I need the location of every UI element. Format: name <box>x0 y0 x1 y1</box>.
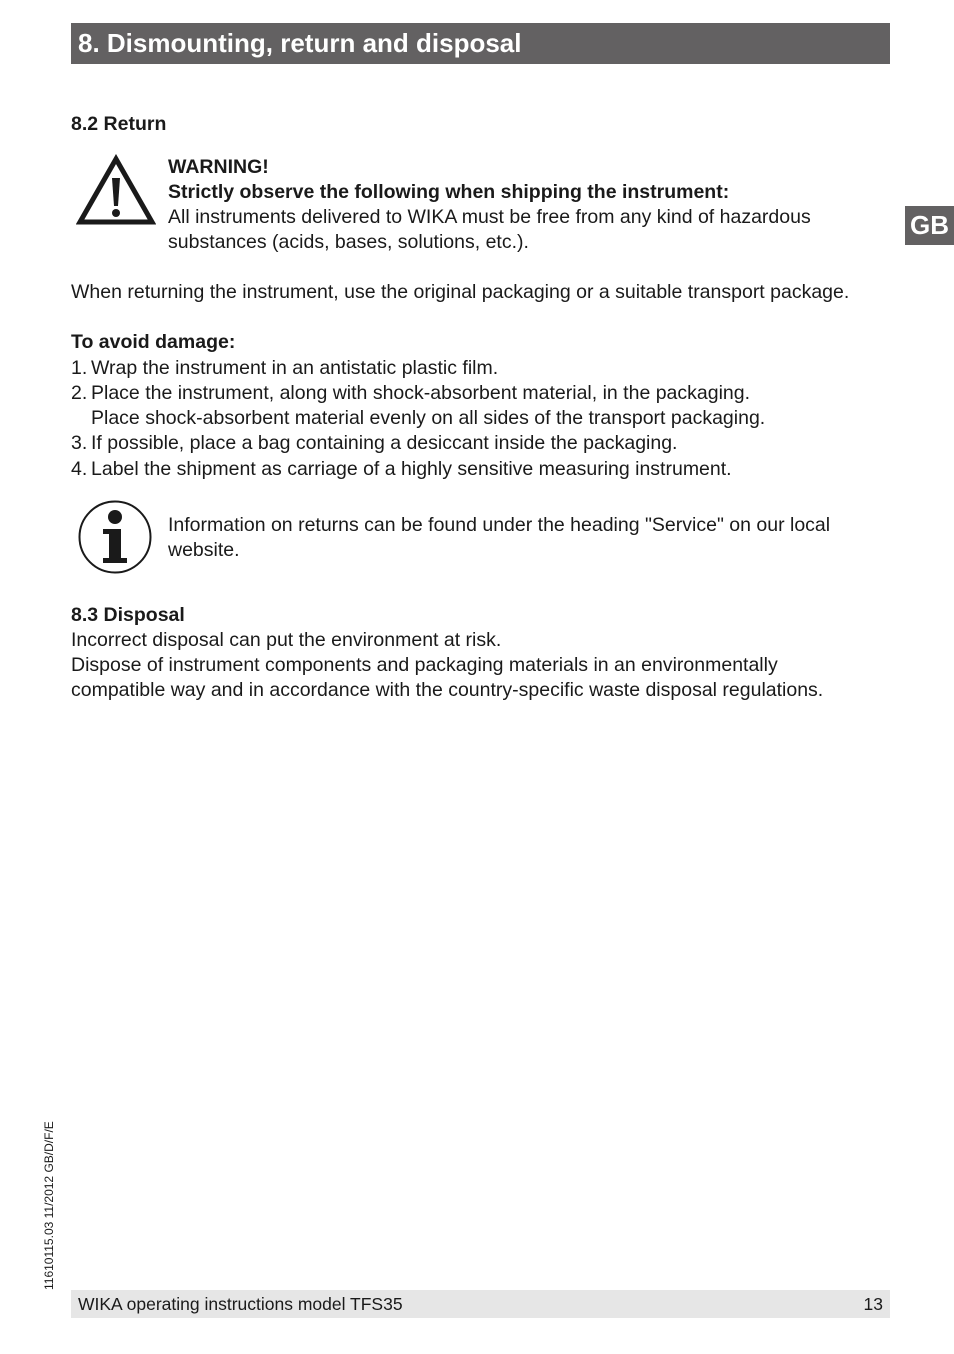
step-number: 1. <box>71 357 88 379</box>
disposal-text-line-1: Incorrect disposal can put the environment at risk. <box>71 629 502 651</box>
warning-title: WARNING! <box>168 156 269 178</box>
chapter-title: 8. Dismounting, return and disposal <box>71 23 890 64</box>
info-text-line-2: website. <box>168 539 240 561</box>
step-number: 2. <box>71 382 88 404</box>
step-text-line: Place the instrument, along with shock-absorbent material, in the packaging. <box>91 382 751 404</box>
page-number: 13 <box>863 1294 883 1314</box>
document-code: 11610115.03 11/2012 GB/D/F/E <box>42 1121 56 1290</box>
step-number: 4. <box>71 458 88 480</box>
disposal-text-line-2: Dispose of instrument components and packaging materials in an environmentally <box>71 654 778 676</box>
step-text <box>91 381 765 431</box>
warning-body-line-1: All instruments delivered to WIKA must be free from any kind of hazardous <box>168 206 811 228</box>
section-heading-return: 8.2 Return <box>71 113 167 135</box>
disposal-text-line-3: compatible way and in accordance with the country-specific waste disposal regulations. <box>71 679 824 701</box>
list-item <box>71 356 901 381</box>
step-text: Wrap the instrument in an antistatic plastic film. <box>91 357 499 379</box>
avoid-damage-steps <box>71 356 901 482</box>
footer-text: WIKA operating instructions model TFS35 <box>78 1294 403 1314</box>
list-item <box>71 457 901 482</box>
step-text: Label the shipment as carriage of a highly sensitive measuring instrument. <box>91 458 732 480</box>
language-tab: GB <box>905 206 954 245</box>
info-text-line-1: Information on returns can be found under the heading "Service" on our local <box>168 514 831 536</box>
list-item <box>71 381 901 431</box>
section-heading-disposal: 8.3 Disposal <box>71 604 185 626</box>
warning-subtitle: Strictly observe the following when shipping the instrument: <box>168 181 730 203</box>
list-item <box>71 431 901 456</box>
footer <box>71 1290 890 1318</box>
warning-triangle-icon <box>76 154 156 226</box>
step-number: 3. <box>71 432 88 454</box>
step-text-line: Place shock-absorbent material evenly on all sides of the transport packaging. <box>91 407 766 429</box>
information-icon <box>77 499 153 575</box>
packaging-instruction: When returning the instrument, use the original packaging or a suitable transport package. <box>71 281 850 303</box>
avoid-damage-heading: To avoid damage: <box>71 331 236 353</box>
step-text: If possible, place a bag containing a desiccant inside the packaging. <box>91 432 678 454</box>
warning-body-line-2: substances (acids, bases, solutions, etc.). <box>168 231 529 253</box>
